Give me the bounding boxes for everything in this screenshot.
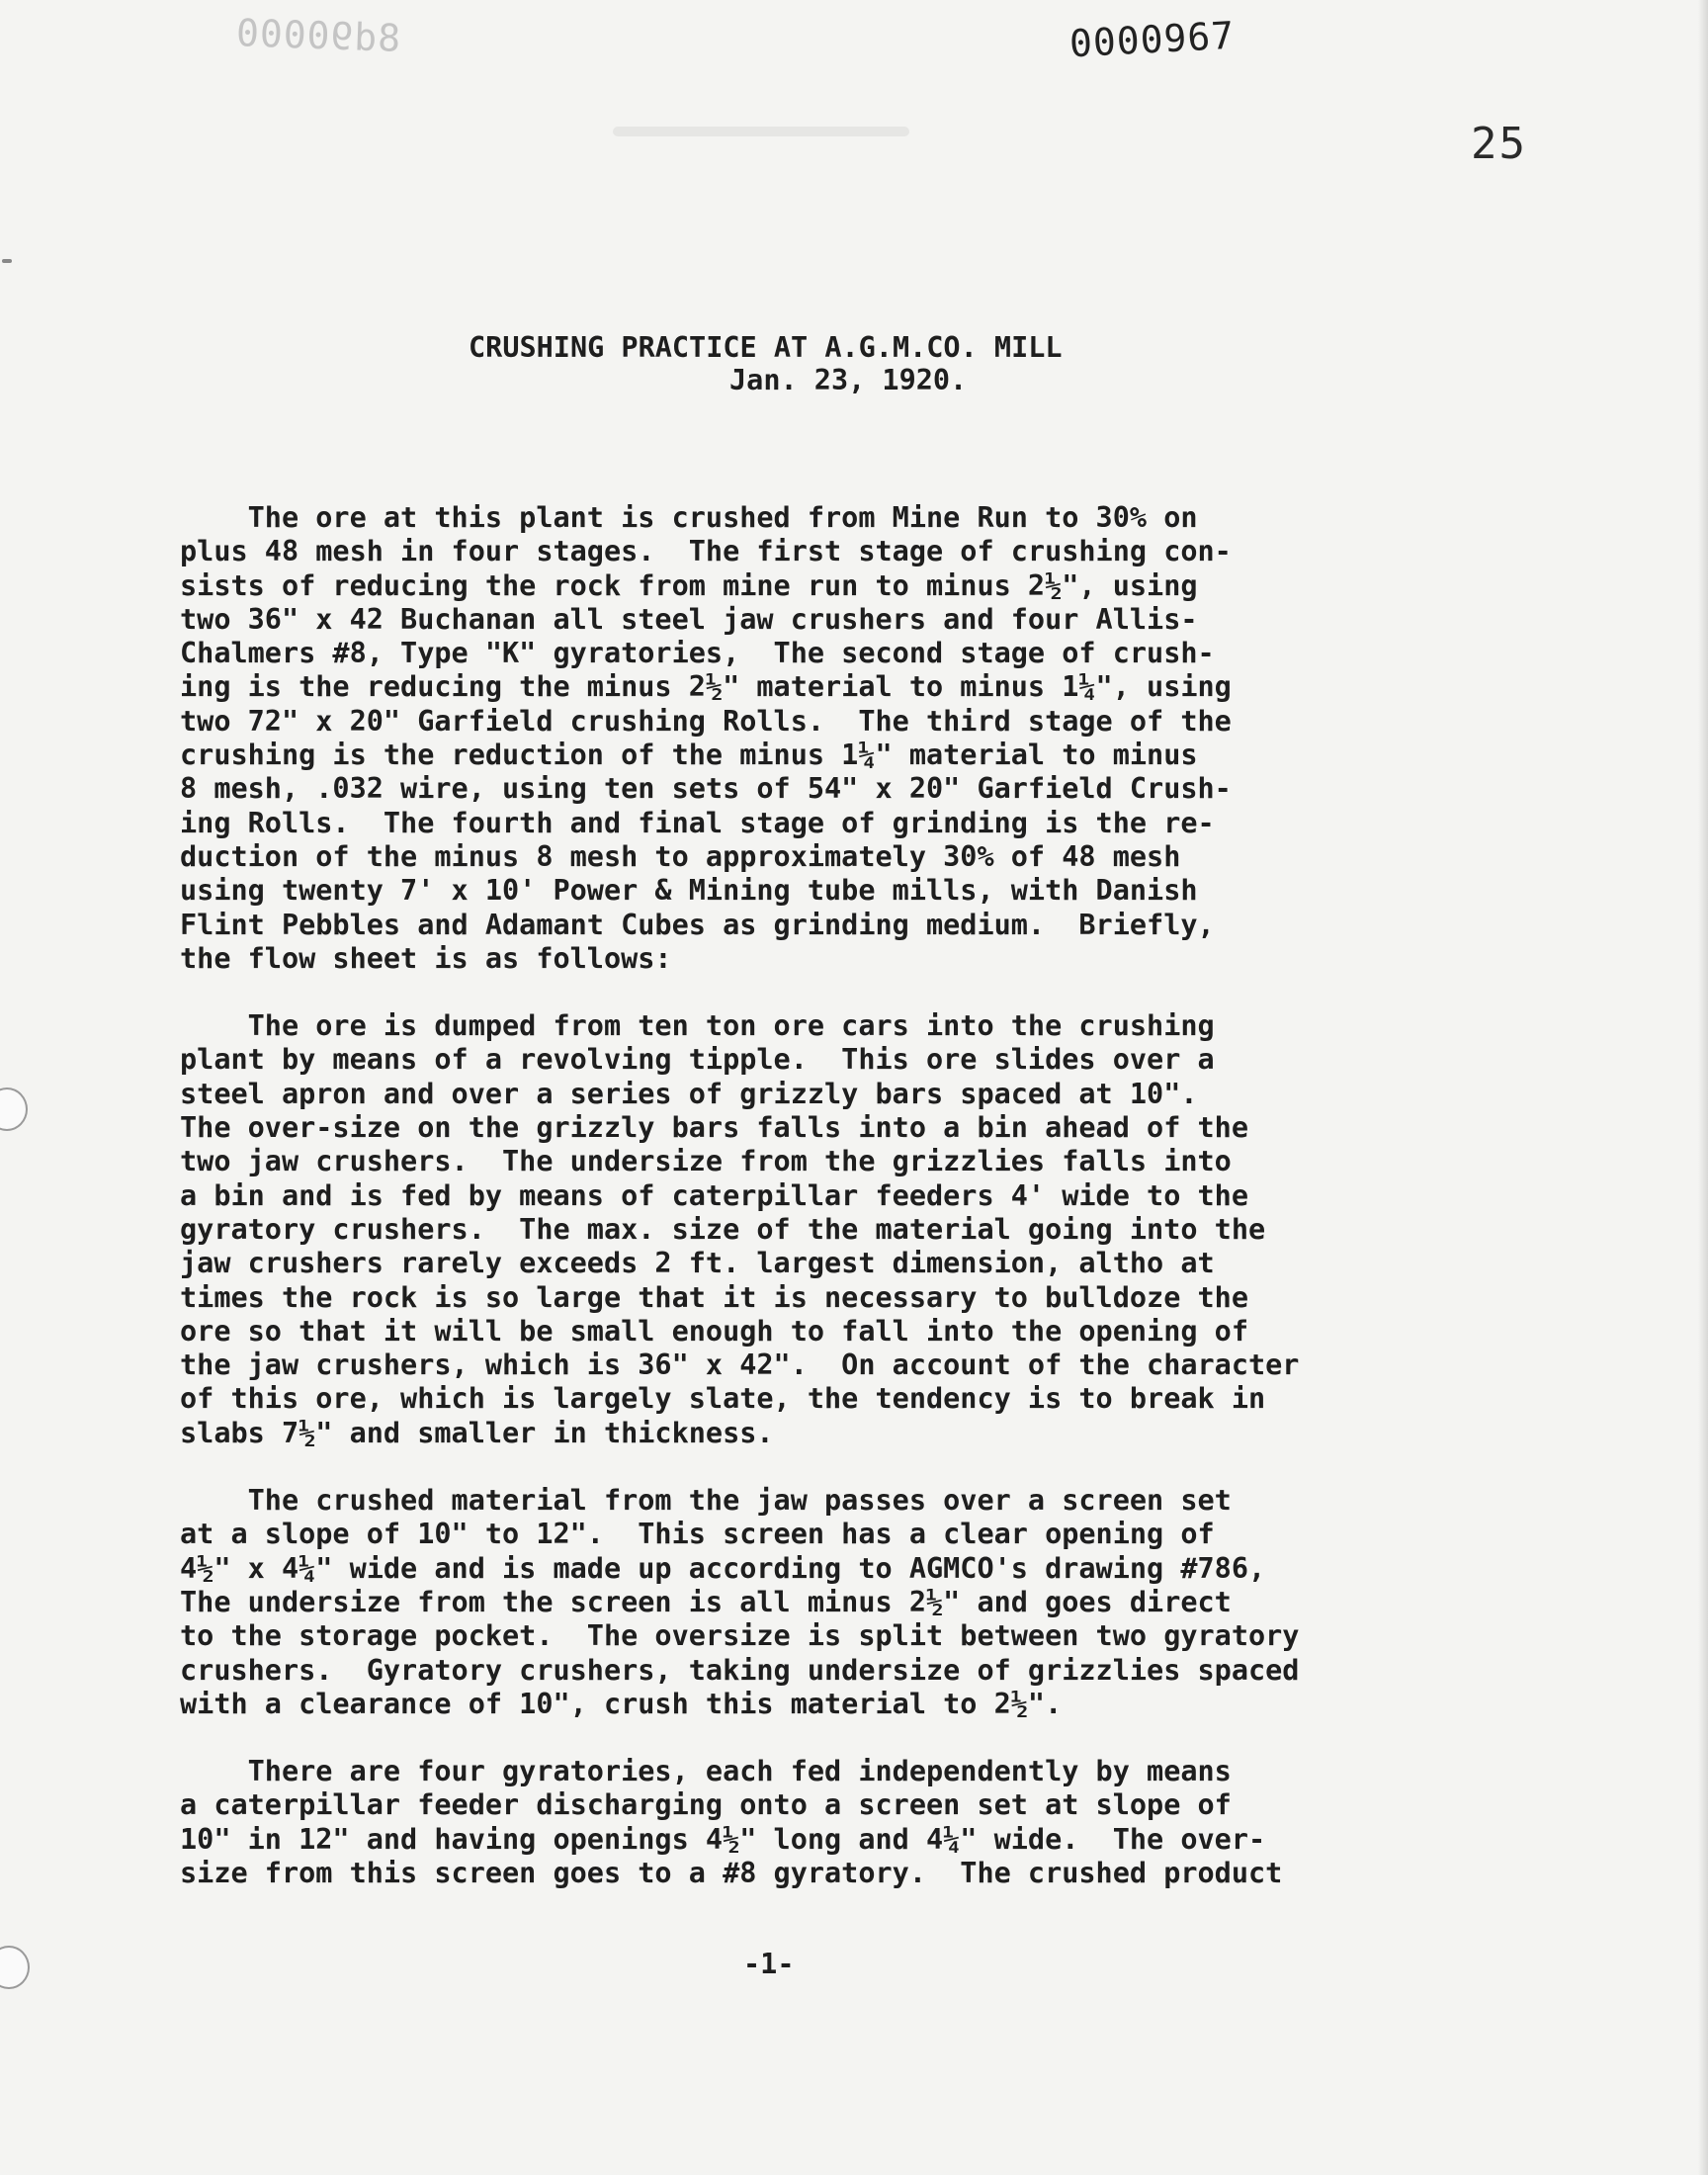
- text-line: steel apron and over a series of grizzly bars spaced at 10".: [180, 1077, 1198, 1110]
- text-line: ore so that it will be small enough to fall into the opening of: [180, 1314, 1248, 1348]
- document-date: Jan. 23, 1920.: [729, 364, 968, 396]
- text-line: sists of reducing the rock from mine run to minus 2½", using: [180, 568, 1198, 602]
- text-line: size from this screen goes to a #8 gyratory. The crushed product: [180, 1856, 1283, 1889]
- text-line: two 72" x 20" Garfield crushing Rolls. The third stage of the: [180, 704, 1232, 738]
- text-line: Flint Pebbles and Adamant Cubes as grinding medium. Briefly,: [180, 908, 1215, 941]
- text-line: plus 48 mesh in four stages. The first stage of crushing con-: [180, 535, 1232, 568]
- text-line: two jaw crushers. The undersize from the grizzlies falls into: [180, 1145, 1232, 1178]
- paragraph-1: [180, 501, 1702, 976]
- paragraph-gap: [180, 1450, 1702, 1484]
- text-line: the jaw crushers, which is 36" x 42". On account of the character: [180, 1348, 1300, 1382]
- text-line: times the rock is so large that it is necessary to bulldoze the: [180, 1280, 1248, 1314]
- punch-hole-top: [0, 1088, 28, 1131]
- punch-hole-bottom: [0, 1946, 30, 1989]
- text-line: at a slope of 10" to 12". This screen has a clear opening of: [180, 1518, 1215, 1551]
- document-title: CRUSHING PRACTICE AT A.G.M.CO. MILL: [469, 331, 1063, 364]
- text-line: with a clearance of 10", crush this material to 2½".: [180, 1687, 1063, 1720]
- text-line: plant by means of a revolving tipple. This ore slides over a: [180, 1043, 1215, 1077]
- faint-mirrored-number: 8d90000: [234, 11, 401, 60]
- text-line: to the storage pocket. The oversize is split between two gyratory: [180, 1619, 1300, 1653]
- page-number: -1-: [743, 1948, 795, 1980]
- document-body: [180, 501, 1702, 1890]
- text-line: of this ore, which is largely slate, the tendency is to break in: [180, 1382, 1266, 1416]
- text-line: crushing is the reduction of the minus 1¼" material to minus: [180, 739, 1198, 772]
- text-line: The ore is dumped from ten ton ore cars into the crushing: [180, 1009, 1215, 1043]
- paragraph-gap: [180, 1721, 1702, 1755]
- text-line: a bin and is fed by means of caterpillar feeders 4' wide to the: [180, 1178, 1248, 1212]
- text-line: slabs 7½" and smaller in thickness.: [180, 1416, 774, 1449]
- paragraph-4: [180, 1755, 1702, 1890]
- text-line: The over-size on the grizzly bars falls into a bin ahead of the: [180, 1111, 1248, 1145]
- paragraph-2: [180, 1009, 1702, 1450]
- text-line: Chalmers #8, Type "K" gyratories, The second stage of crush-: [180, 637, 1215, 670]
- text-line: duction of the minus 8 mesh to approximately 30% of 48 mesh: [180, 839, 1181, 873]
- text-line: 8 mesh, .032 wire, using ten sets of 54" x 20" Garfield Crush-: [180, 772, 1232, 806]
- text-line: The ore at this plant is crushed from Mine Run to 30% on: [180, 501, 1198, 534]
- text-line: two 36" x 42 Buchanan all steel jaw crushers and four Allis-: [180, 602, 1198, 636]
- text-line: The crushed material from the jaw passes over a screen set: [180, 1484, 1232, 1518]
- text-line: There are four gyratories, each fed independently by means: [180, 1755, 1232, 1788]
- text-line: crushers. Gyratory crushers, taking undersize of grizzlies spaced: [180, 1653, 1300, 1687]
- paragraph-gap: [180, 976, 1702, 1009]
- text-line: the flow sheet is as follows:: [180, 941, 672, 975]
- text-line: ing Rolls. The fourth and final stage of grinding is the re-: [180, 806, 1215, 839]
- text-line: ing is the reducing the minus 2½" material to minus 1¼", using: [180, 670, 1232, 704]
- text-line: a caterpillar feeder discharging onto a screen set at slope of: [180, 1788, 1232, 1822]
- document-number-stamp: 0000967: [1068, 13, 1237, 66]
- text-line: 10" in 12" and having openings 4½" long and 4¼" wide. The over-: [180, 1822, 1266, 1856]
- page-mark: 25: [1471, 119, 1527, 169]
- text-line: The undersize from the screen is all minus 2½" and goes direct: [180, 1585, 1232, 1618]
- text-line: jaw crushers rarely exceeds 2 ft. largest dimension, altho at: [180, 1247, 1215, 1280]
- text-line: using twenty 7' x 10' Power & Mining tube mills, with Danish: [180, 874, 1198, 908]
- paragraph-3: [180, 1484, 1702, 1721]
- text-line: gyratory crushers. The max. size of the material going into the: [180, 1212, 1266, 1246]
- faint-smudge: [613, 127, 909, 136]
- text-line: 4½" x 4¼" wide and is made up according to AGMCO's drawing #786,: [180, 1551, 1266, 1585]
- edge-mark: [2, 259, 12, 263]
